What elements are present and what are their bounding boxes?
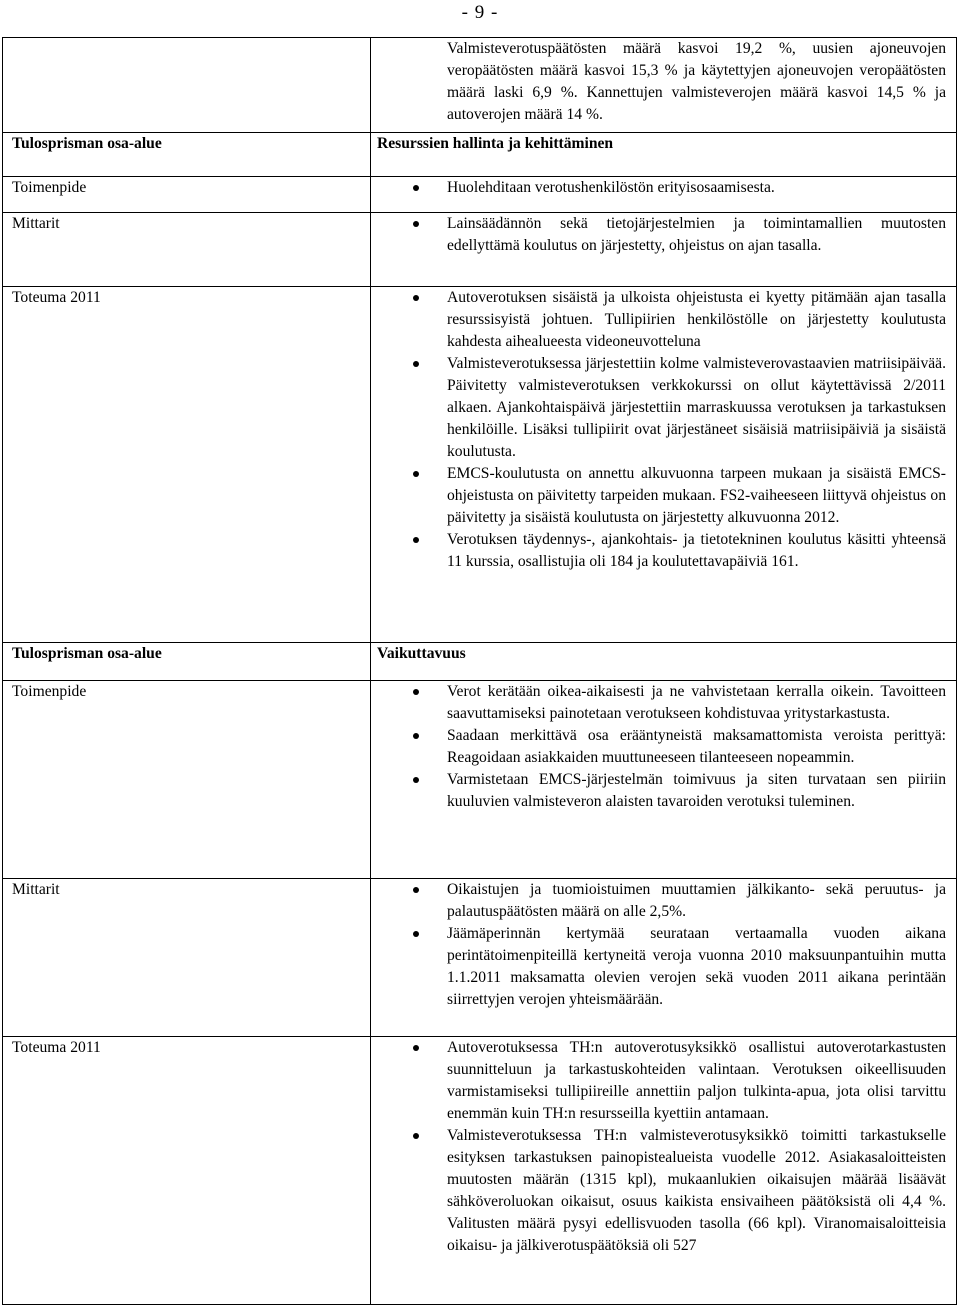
summary-paragraph: Valmisteverotuspäätösten määrä kasvoi 19,2 %, uusien ajoneuvojen veropäätösten määrä kasvoi 15,3 % ja käytettyjen ajoneuvojen veropäätösten määrä laski 6,9 %. Kannettujen valmisteverojen määrä kasvoi 14,5 % ja autoverojen määrä 14 %.: [447, 40, 946, 123]
list-item: Verot kerätään oikea-aikaisesti ja ne vahvistetaan kerralla oikein. Tavoitteen saavuttamiseksi painotetaan verotukseen kohdistuvaa yritystarkastusta.: [377, 681, 946, 725]
bullet-list: [377, 879, 946, 1011]
list-item: Autoverotuksen sisäistä ja ulkoista ohjeistusta ei kyetty pitämään ajan tasalla resurssisyistä johtuen. Tullipiirien henkilöstölle on järjestetty koulutusta kahdesta aihealueesta videoneuvotteluna: [377, 287, 946, 353]
row-label: Toimenpide: [3, 177, 371, 213]
table-row: [3, 133, 957, 177]
list-item: EMCS-koulutusta on annettu alkuvuonna tarpeen mukaan ja sisäistä EMCS-ohjeistusta on päivitetty tarpeiden mukaan. FS2-vaiheeseen liittyvä ohjeistus on päivitetty ja sisäistä koulutusta on järjestetty alkuvuonna 2012.: [377, 463, 946, 529]
list-item: Lainsäädännön sekä tietojärjestelmien ja toimintamallien muutosten edellyttämä koulutus on järjestetty, ohjeistus on ajan tasalla.: [377, 213, 946, 257]
row-content: [371, 287, 957, 643]
row-label: [3, 38, 371, 133]
row-content: [371, 38, 957, 133]
row-content: [371, 1037, 957, 1305]
list-item: Verotuksen täydennys-, ajankohtais- ja tietotekninen koulutus käsitti yhteensä 11 kurssia, osallistujia oli 184 ja koulutettavapäiviä 161.: [377, 529, 946, 573]
row-content: [371, 681, 957, 879]
list-item: Valmisteverotuksessa järjestettiin kolme valmisteverovastaavien matriisipäivää. Päivitetty valmisteverotuksen verkkokurssi on ollut käytettävissä 2/2011 alkaen. Ajankohtaispäivä järjestettiin marraskuussa verotuksen ja tarkastuksen henkilöille. Lisäksi tullipiirit ovat järjestäneet sisäisiä matriisipäiviä ja sisäistä koulutusta.: [377, 353, 946, 463]
bullet-list: [377, 287, 946, 573]
row-label: Mittarit: [3, 213, 371, 287]
bullet-list: [377, 177, 946, 199]
row-content: [371, 177, 957, 213]
row-label: Toimenpide: [3, 681, 371, 879]
bullet-list: [377, 681, 946, 813]
page-number: - 9 -: [461, 2, 499, 23]
list-item: Saadaan merkittävä osa erääntyneistä maksamattomista veroista perittyä: Reagoidaan asiakkaiden muuttuneeseen tilanteeseen nopeammin.: [377, 725, 946, 769]
row-label: Toteuma 2011: [3, 1037, 371, 1305]
row-label: Tulosprisman osa-alue: [3, 643, 371, 681]
table-row: [3, 1037, 957, 1305]
list-item: Valmisteverotuksessa TH:n valmisteverotusyksikkö toimitti tarkastukselle esityksen tarkastuksen painopistealueista vuodelle 2012. Asiakasaloitteisten muutosten määrän (1315 kpl), mukaanlukien oikaisujen määrää lisäävät sähköveroluokan oikaisut, osuus kaikista ensivaiheen päätöksistä oli 4,4 %. Valitusten määrä pysyi edellisvuoden tasolla (66 kpl). Viranomaisaloitteisia oikaisu- ja jälkiverotuspäätöksiä oli 527: [377, 1125, 946, 1257]
table-row: [3, 38, 957, 133]
table-row: [3, 213, 957, 287]
bullet-list: [377, 1037, 946, 1257]
table-row: [3, 681, 957, 879]
list-item: Autoverotuksessa TH:n autoverotusyksikkö osallistui autoverotarkastusten suunnitteluun ja tarkastuskohteiden valintaan. Verotuksen oikeellisuuden varmistamiseksi tullipiireille annettiin paljon tulkinta-apua, jota olisi tarvittu enemmän kuin TH:n resursseilla kyettiin antamaan.: [377, 1037, 946, 1125]
row-content: [371, 643, 957, 681]
list-item: Huolehditaan verotushenkilöstön erityisosaamisesta.: [377, 177, 946, 199]
table-row: [3, 287, 957, 643]
section-heading: Vaikuttavuus: [377, 645, 466, 662]
row-label: Toteuma 2011: [3, 287, 371, 643]
bullet-list: [377, 213, 946, 257]
list-item: Jäämäperinnän kertymää seurataan vertaamalla vuoden aikana perintätoimenpiteillä kertyneitä veroja vuonna 2010 maksuunpantuihin mutta 1.1.2011 maksamatta olevien verojen sekä vuoden 2011 aikana perintään siirrettyjen verojen yhteismäärään.: [377, 923, 946, 1011]
list-item: Oikaistujen ja tuomioistuimen muuttamien jälkikanto- sekä peruutus- ja palautuspäätösten määrä on alle 2,5%.: [377, 879, 946, 923]
results-table: [2, 37, 957, 1305]
row-label: Tulosprisman osa-alue: [3, 133, 371, 177]
row-content: [371, 879, 957, 1037]
table-row: [3, 879, 957, 1037]
section-heading: Resurssien hallinta ja kehittäminen: [377, 135, 614, 152]
row-content: [371, 133, 957, 177]
row-content: [371, 213, 957, 287]
table-row: [3, 643, 957, 681]
row-label: Mittarit: [3, 879, 371, 1037]
table-row: [3, 177, 957, 213]
list-item: Varmistetaan EMCS-järjestelmän toimivuus ja siten turvataan sen piiriin kuuluvien valmisteveron alaisten tavaroiden verotuksi tuleminen.: [377, 769, 946, 813]
